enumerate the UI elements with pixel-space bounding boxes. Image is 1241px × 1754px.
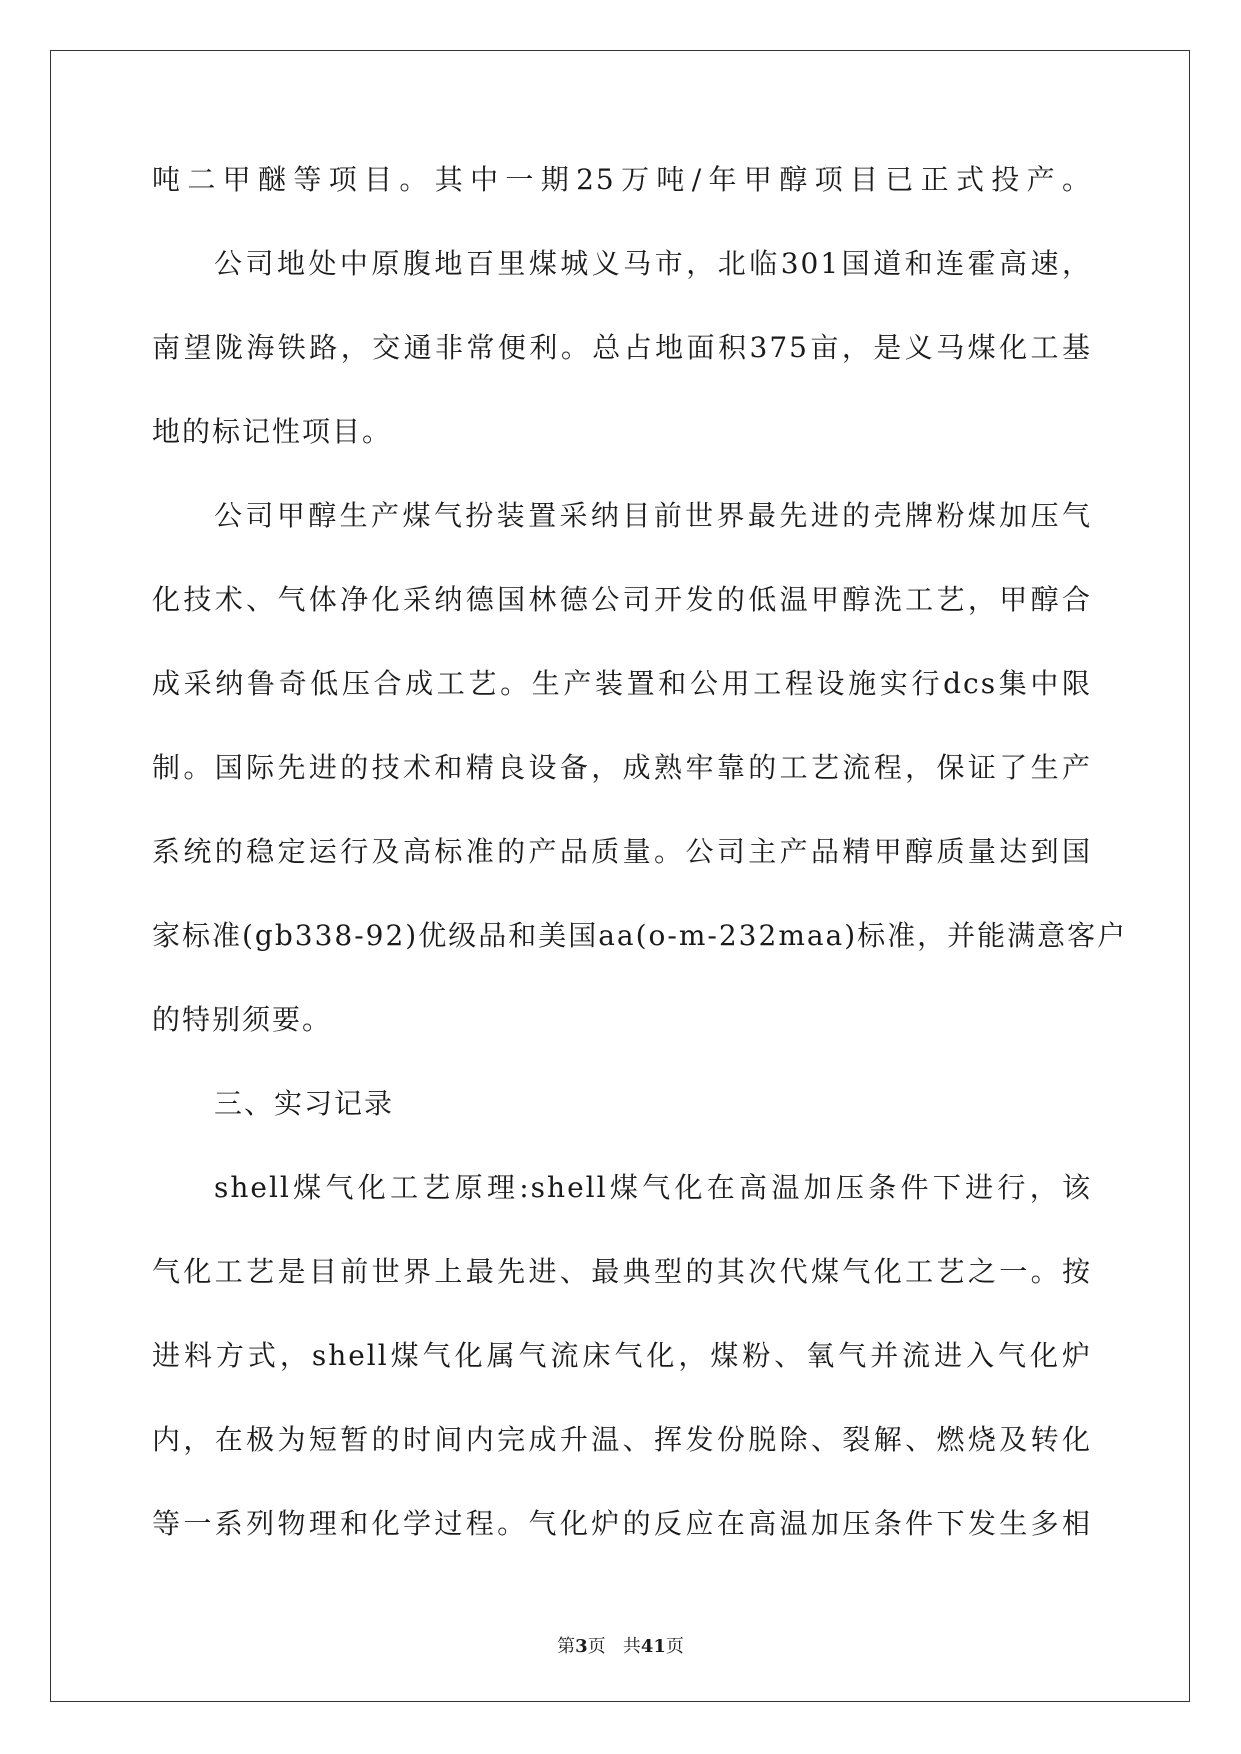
page-label-suffix: 页	[587, 1636, 606, 1657]
total-label-suffix: 页	[665, 1636, 684, 1657]
page-number: 3	[575, 1636, 588, 1657]
document-body	[152, 160, 1128, 1588]
text-line: 进料方式，shell煤气化属气流床气化，煤粉、氧气并流进入气化炉	[152, 1339, 1092, 1372]
text-line: 内，在极为短暂的时间内完成升温、挥发份脱除、裂解、燃烧及转化	[152, 1423, 1092, 1456]
text-line: 成采纳鲁奇低压合成工艺。生产装置和公用工程设施实行dcs集中限	[152, 667, 1092, 700]
text-line: 制。国际先进的技术和精良设备，成熟牢靠的工艺流程，保证了生产	[152, 751, 1092, 784]
total-label-prefix: 共	[622, 1636, 641, 1657]
text-line: 等一系列物理和化学过程。气化炉的反应在高温加压条件下发生多相	[152, 1507, 1092, 1540]
text-line: shell煤气化工艺原理:shell煤气化在高温加压条件下进行，该	[214, 1171, 1092, 1204]
page-footer	[0, 1632, 1241, 1658]
text-line: 地的标记性项目。	[152, 415, 393, 448]
section-heading: 三、实习记录	[214, 1087, 395, 1120]
total-pages: 41	[640, 1636, 666, 1657]
page-label-prefix: 第	[557, 1636, 576, 1657]
text-line: 化技术、气体净化采纳德国林德公司开发的低温甲醇洗工艺，甲醇合	[152, 583, 1092, 616]
text-line: 系统的稳定运行及高标准的产品质量。公司主产品精甲醇质量达到国	[152, 835, 1092, 868]
text-line: 的特别须要。	[152, 1003, 333, 1036]
text-line: 公司甲醇生产煤气扮装置采纳目前世界最先进的壳牌粉煤加压气	[214, 499, 1092, 532]
text-line: 南望陇海铁路，交通非常便利。总占地面积375亩，是义马煤化工基	[152, 331, 1092, 364]
text-line: 公司地处中原腹地百里煤城义马市，北临301国道和连霍高速，	[214, 247, 1092, 280]
text-line: 吨二甲醚等项目。其中一期25万吨/年甲醇项目已正式投产。	[152, 163, 1092, 196]
text-line: 气化工艺是目前世界上最先进、最典型的其次代煤气化工艺之一。按	[152, 1255, 1092, 1288]
text-line: 家标准(gb338-92)优级品和美国aa(o-m-232maa)标准，并能满意客户	[152, 919, 1128, 952]
